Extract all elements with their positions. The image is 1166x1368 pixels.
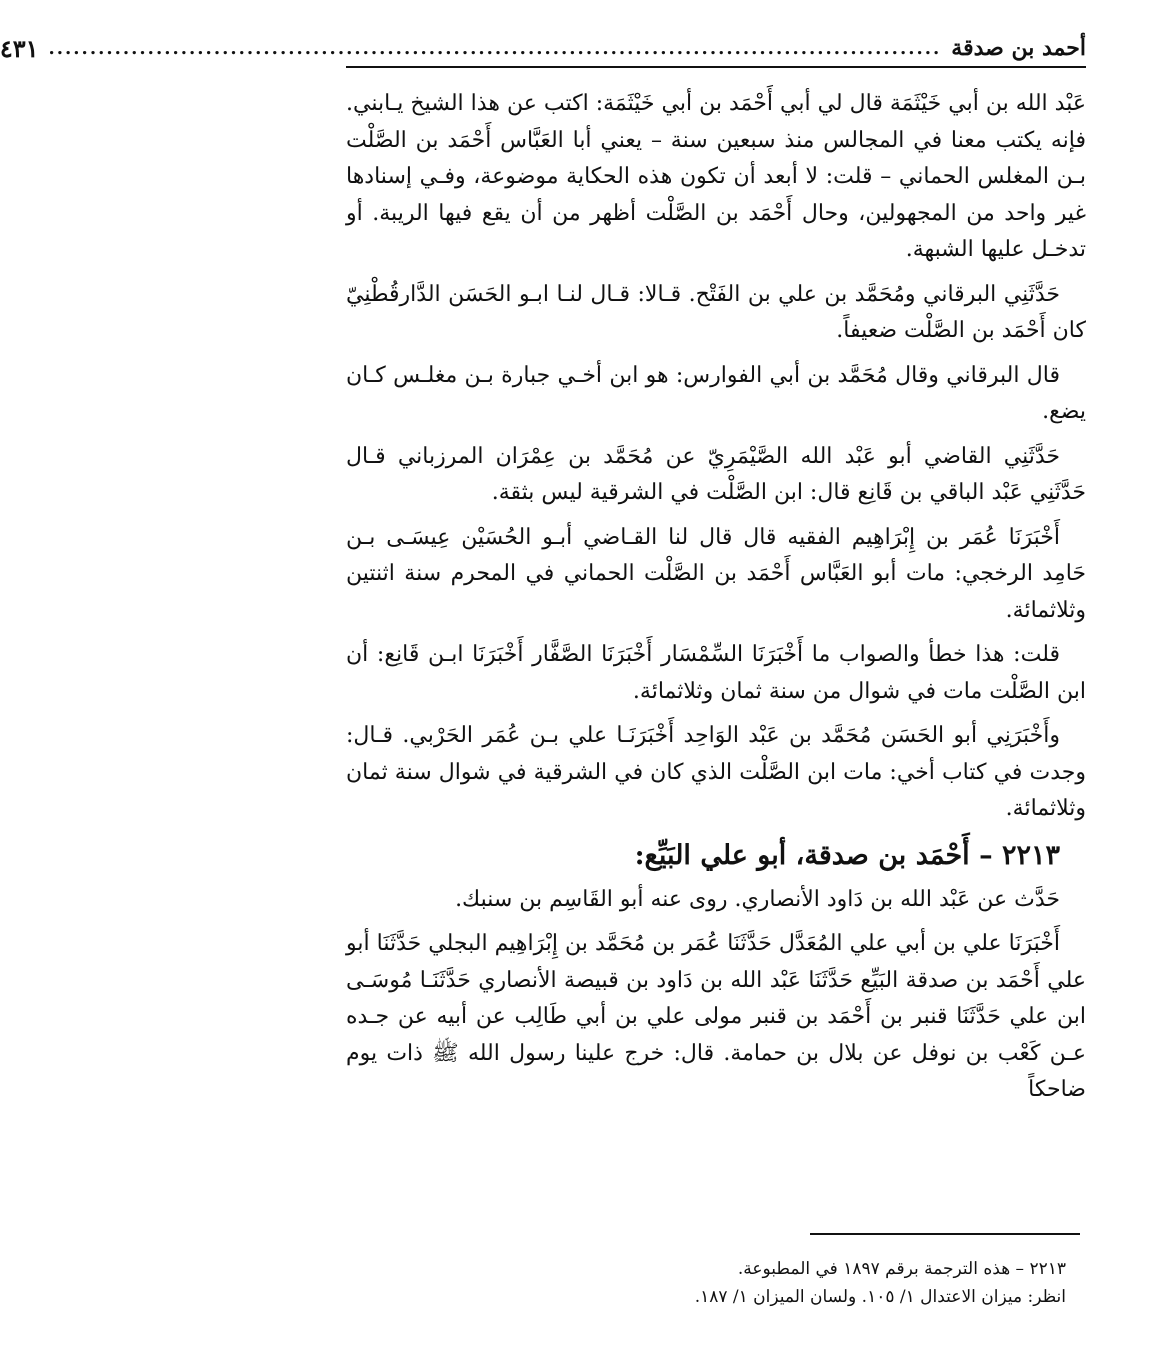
paragraph-4: حَدَّثَنِي القاضي أبو عَبْد الله الصَّيْمَرِيّ عن مُحَمَّد بن عِمْرَان المرزباني قـال حَدَّثَنِي عَبْد الباقي بن قَانِع قال: ابن الصَّلْت في الشرقية ليس بثقة. xyxy=(346,443,1086,505)
paragraph-3: قال البرقاني وقال مُحَمَّد بن أبي الفوارس: هو ابن أخـي جبارة بـن مغلـس كـان يضع. xyxy=(346,362,1086,424)
running-title: أحمد بن صدقة xyxy=(951,35,1086,61)
main-text xyxy=(346,86,1086,1117)
paragraph-5: أَخْبَرَنَا عُمَر بن إِبْرَاهِيم الفقيه قال قال لنا القـاضي أبـو الحُسَيْن عِيسَـى بـن حَامِد الرخجي: مات أبو العَبَّاس أَحْمَد بن الصَّلْت الحماني في المحرم سنة اثنتين وثلاثمائة. xyxy=(346,524,1086,623)
paragraph-1: عَبْد الله بن أبي خَيْثَمَة قال لي أبي أَحْمَد بن أبي خَيْثَمَة: اكتب عن هذا الشيخ يـابني. فإنه يكتب معنا في المجالس منذ سبعين سنة – يعني أبا العَبَّاس أَحْمَد بن الصَّلْت بـن المغلس الحماني – قلت: لا أبعد أن تكون هذه الحكاية موضوعة، وفـي إسنادها غير واحد من المجهولين، وحال أَحْمَد بن الصَّلْت أظهر من أن يقع فيها الريبة. أو تدخـل عليها الشبهة. xyxy=(346,91,1086,262)
footnotes xyxy=(346,1255,1086,1311)
footnote-2: انظر: ميزان الاعتدال ١/ ١٠٥. ولسان الميزان ١/ ١٨٧. xyxy=(694,1287,1066,1307)
paragraph-7: وأَخْبَرَنِي أبو الحَسَن مُحَمَّد بن عَبْد الوَاحِد أَخْبَرَنَـا علي بـن عُمَر الحَرْبي. قـال: وجدت في كتاب أخي: مات ابن الصَّلْت الذي كان في الشرقية في شوال سنة ثمان وثلاثمائة. xyxy=(346,723,1086,821)
footnote-divider xyxy=(810,1233,1080,1235)
running-header xyxy=(0,30,1086,68)
entry-heading: ٢٢١٣ – أَحْمَد بن صدقة، أبو علي البَيِّع: xyxy=(634,839,1060,871)
leader-dots: ............................................................................................................ xyxy=(48,37,942,59)
entry-paragraph-2: أَخْبَرَنَا علي بن أبي علي المُعَدَّل حَدَّثَنَا عُمَر بن مُحَمَّد بن إِبْرَاهِيم البجلي حَدَّثَنَا أبو علي أَحْمَد بن صدقة البَيِّع حَدَّثَنَا عَبْد الله بن دَاود بن قبيصة الأنصاري حَدَّثَنَـا مُوسَـى ابن علي حَدَّثَنَا قنبر بن أَحْمَد بن قنبر مولى علي بن أبي طَالِب عن أبيه عن جـده عـن كَعْب بن نوفل عن بلال بن حمامة. قال: خرج علينا رسول الله ﷺ ذات يوم ضاحكاً xyxy=(346,931,1086,1102)
paragraph-6: قلت: هذا خطأ والصواب ما أَخْبَرَنَا السِّمْسَار أَخْبَرَنَا الصَّفَّار أَخْبَرَنَا ابـن قَانِع: أن ابن الصَّلْت مات في شوال من سنة ثمان وثلاثمائة. xyxy=(346,642,1086,704)
entry-paragraph-1: حَدَّث عن عَبْد الله بن دَاود الأنصاري. روى عنه أبو القَاسِم بن سنبك. xyxy=(455,886,1060,912)
paragraph-2: حَدَّثَنِي البرقاني ومُحَمَّد بن علي بن الفَتْح. قـالا: قـال لنـا ابـو الحَسَن الدَّارقُطْنِيّ كان أَحْمَد بن الصَّلْت ضعيفاً. xyxy=(346,281,1086,343)
footnote-1: ٢٢١٣ – هذه الترجمة برقم ١٨٩٧ في المطبوعة. xyxy=(737,1259,1066,1279)
page-number: ٤٣١ xyxy=(0,33,39,63)
